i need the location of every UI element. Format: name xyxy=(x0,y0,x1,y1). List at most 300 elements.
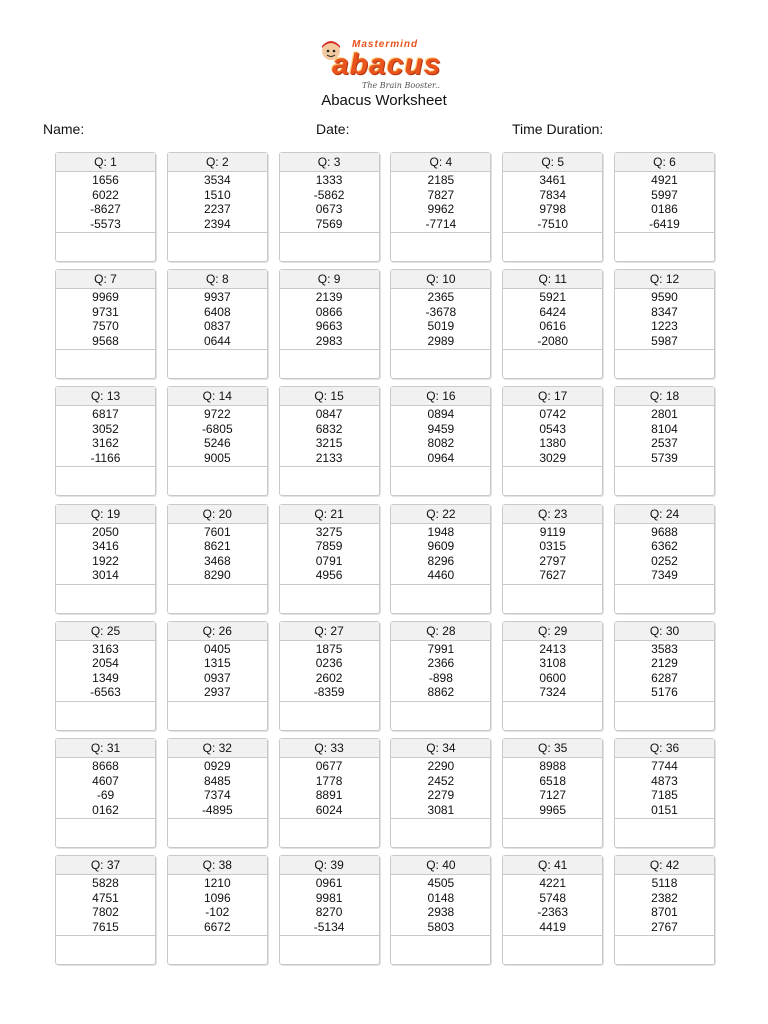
answer-box[interactable] xyxy=(280,936,379,964)
question-card xyxy=(55,504,156,614)
question-card xyxy=(55,855,156,965)
question-label: Q: 6 xyxy=(615,153,714,172)
question-number: 2602 xyxy=(315,670,343,685)
logo-brand-main: abacus xyxy=(332,48,442,81)
question-number: 3162 xyxy=(92,436,119,451)
question-card xyxy=(55,386,156,496)
question-numbers xyxy=(503,641,602,702)
question-number: 0252 xyxy=(651,553,678,568)
question-number: 7349 xyxy=(651,568,678,583)
question-label: Q: 31 xyxy=(56,739,155,758)
question-numbers xyxy=(615,641,714,702)
answer-box[interactable] xyxy=(56,585,155,613)
question-card xyxy=(502,504,603,614)
question-number: -6563 xyxy=(90,685,121,700)
answer-box[interactable] xyxy=(280,233,379,261)
question-number: 7570 xyxy=(92,319,119,334)
question-numbers xyxy=(503,875,602,936)
question-number: 2133 xyxy=(315,450,343,465)
question-number: 8082 xyxy=(427,436,455,451)
answer-box[interactable] xyxy=(168,350,267,378)
question-number: 2413 xyxy=(539,641,567,656)
question-number: 5803 xyxy=(427,919,455,934)
question-label: Q: 39 xyxy=(280,856,379,875)
question-number: 5176 xyxy=(651,685,678,700)
question-number: 4419 xyxy=(539,919,567,934)
question-number: 2050 xyxy=(92,524,119,539)
question-numbers xyxy=(168,172,267,233)
question-number: 7615 xyxy=(92,919,119,934)
question-label: Q: 41 xyxy=(503,856,602,875)
question-label: Q: 33 xyxy=(280,739,379,758)
question-number: 6022 xyxy=(92,187,119,202)
question-number: 1349 xyxy=(92,670,119,685)
question-number: 2382 xyxy=(651,890,678,905)
question-number: 2365 xyxy=(427,290,455,305)
question-label: Q: 32 xyxy=(168,739,267,758)
question-card xyxy=(55,152,156,262)
question-number: 9590 xyxy=(651,290,678,305)
question-numbers xyxy=(168,758,267,819)
question-number: -5862 xyxy=(313,187,345,202)
question-number: 7827 xyxy=(427,187,455,202)
answer-box[interactable] xyxy=(615,585,714,613)
question-number: 1223 xyxy=(651,319,678,334)
brand-logo xyxy=(318,36,450,92)
question-card xyxy=(55,738,156,848)
question-number: 5019 xyxy=(427,319,455,334)
question-number: 9688 xyxy=(651,524,678,539)
question-number: 0616 xyxy=(539,319,567,334)
question-label: Q: 25 xyxy=(56,622,155,641)
question-number: 1315 xyxy=(203,656,231,671)
question-number: 2366 xyxy=(427,656,455,671)
question-number: 4921 xyxy=(651,173,678,187)
question-number: 1778 xyxy=(315,773,343,788)
question-number: 5748 xyxy=(539,890,567,905)
answer-box[interactable] xyxy=(503,936,602,964)
question-number: 2983 xyxy=(315,333,343,348)
question-label: Q: 36 xyxy=(615,739,714,758)
question-number: 2797 xyxy=(539,553,567,568)
question-number: 6408 xyxy=(203,304,231,319)
question-card xyxy=(502,152,603,262)
question-numbers xyxy=(280,289,379,350)
answer-box[interactable] xyxy=(391,702,490,730)
answer-box[interactable] xyxy=(56,819,155,847)
answer-box[interactable] xyxy=(168,233,267,261)
question-number: 3583 xyxy=(651,641,678,656)
question-card xyxy=(279,504,380,614)
question-card xyxy=(614,621,715,731)
question-number: 0791 xyxy=(315,553,343,568)
question-card xyxy=(55,621,156,731)
question-label: Q: 1 xyxy=(56,153,155,172)
question-number: 9609 xyxy=(427,539,455,554)
question-card xyxy=(55,269,156,379)
question-number: 8290 xyxy=(203,568,231,583)
question-number: 4460 xyxy=(427,568,455,583)
question-number: -3678 xyxy=(425,304,457,319)
question-card xyxy=(167,855,268,965)
question-number: 8988 xyxy=(539,759,567,773)
question-numbers xyxy=(391,289,490,350)
question-number: 7185 xyxy=(651,788,678,802)
question-number: -7510 xyxy=(537,216,569,231)
question-number: 8701 xyxy=(651,905,678,920)
answer-box[interactable] xyxy=(56,233,155,261)
question-numbers xyxy=(56,641,155,702)
answer-box[interactable] xyxy=(56,467,155,495)
question-number: 4505 xyxy=(427,876,455,891)
answer-box[interactable] xyxy=(280,702,379,730)
question-numbers xyxy=(503,406,602,467)
question-number: 2279 xyxy=(427,788,455,802)
question-number: 3014 xyxy=(92,568,119,583)
question-label: Q: 22 xyxy=(391,505,490,524)
question-number: 2937 xyxy=(203,685,231,700)
question-number: 7324 xyxy=(539,685,567,700)
question-number: 3534 xyxy=(203,173,231,187)
question-number: 9663 xyxy=(315,319,343,334)
question-card xyxy=(390,386,491,496)
question-card xyxy=(390,504,491,614)
question-numbers xyxy=(56,289,155,350)
question-number: 2290 xyxy=(427,759,455,773)
question-label: Q: 11 xyxy=(503,270,602,289)
question-number: 5828 xyxy=(92,876,119,891)
question-card xyxy=(279,855,380,965)
answer-box[interactable] xyxy=(391,233,490,261)
answer-box[interactable] xyxy=(615,819,714,847)
question-number: 7374 xyxy=(203,788,231,802)
question-number: -8627 xyxy=(90,202,121,216)
question-number: 9965 xyxy=(539,802,567,817)
question-number: 9005 xyxy=(203,450,231,465)
question-number: 0315 xyxy=(539,539,567,554)
question-number: 2394 xyxy=(203,216,231,231)
answer-box[interactable] xyxy=(615,467,714,495)
question-number: 0837 xyxy=(203,319,231,334)
question-number: 2767 xyxy=(651,919,678,934)
answer-box[interactable] xyxy=(503,350,602,378)
question-number: 0186 xyxy=(651,202,678,216)
question-label: Q: 3 xyxy=(280,153,379,172)
question-numbers xyxy=(503,524,602,585)
question-number: 1875 xyxy=(315,641,343,656)
question-number: 7744 xyxy=(651,759,678,773)
answer-box[interactable] xyxy=(391,819,490,847)
question-card xyxy=(502,738,603,848)
question-numbers xyxy=(56,172,155,233)
question-card xyxy=(167,386,268,496)
question-number: 1333 xyxy=(315,173,343,187)
question-number: 6817 xyxy=(92,407,119,422)
question-numbers xyxy=(503,758,602,819)
question-numbers xyxy=(391,641,490,702)
question-number: 2054 xyxy=(92,656,119,671)
question-card xyxy=(614,386,715,496)
question-number: 3275 xyxy=(315,524,343,539)
question-label: Q: 5 xyxy=(503,153,602,172)
question-card xyxy=(614,504,715,614)
answer-box[interactable] xyxy=(280,350,379,378)
question-number: 0673 xyxy=(315,202,343,216)
question-number: 6424 xyxy=(539,304,567,319)
question-number: 0162 xyxy=(92,802,119,817)
question-number: 2537 xyxy=(651,436,678,451)
question-card xyxy=(390,738,491,848)
question-label: Q: 26 xyxy=(168,622,267,641)
question-card xyxy=(502,269,603,379)
question-number: 9937 xyxy=(203,290,231,305)
question-number: -6419 xyxy=(649,216,680,231)
question-card xyxy=(167,269,268,379)
question-number: 0742 xyxy=(539,407,567,422)
answer-box[interactable] xyxy=(503,233,602,261)
question-number: 4873 xyxy=(651,773,678,788)
question-number: 2938 xyxy=(427,905,455,920)
date-label: Date: xyxy=(316,121,350,137)
answer-box[interactable] xyxy=(391,585,490,613)
question-numbers xyxy=(56,758,155,819)
question-number: 0937 xyxy=(203,670,231,685)
answer-box[interactable] xyxy=(280,585,379,613)
question-number: 8621 xyxy=(203,539,231,554)
question-number: 3468 xyxy=(203,553,231,568)
answer-box[interactable] xyxy=(56,936,155,964)
question-label: Q: 40 xyxy=(391,856,490,875)
question-label: Q: 7 xyxy=(56,270,155,289)
question-number: -4895 xyxy=(201,802,233,817)
answer-box[interactable] xyxy=(615,936,714,964)
question-number: 9722 xyxy=(203,407,231,422)
question-number: 9981 xyxy=(315,890,343,905)
question-label: Q: 37 xyxy=(56,856,155,875)
question-numbers xyxy=(56,524,155,585)
question-number: 9969 xyxy=(92,290,119,305)
question-numbers xyxy=(280,406,379,467)
question-number: 8485 xyxy=(203,773,231,788)
name-label: Name: xyxy=(43,121,85,137)
question-label: Q: 38 xyxy=(168,856,267,875)
question-card xyxy=(390,621,491,731)
question-numbers xyxy=(391,875,490,936)
question-number: 7834 xyxy=(539,187,567,202)
question-number: 5739 xyxy=(651,450,678,465)
question-label: Q: 35 xyxy=(503,739,602,758)
question-card xyxy=(279,621,380,731)
question-number: 7627 xyxy=(539,568,567,583)
question-number: 5997 xyxy=(651,187,678,202)
answer-box[interactable] xyxy=(168,702,267,730)
question-number: 5987 xyxy=(651,333,678,348)
question-number: 2185 xyxy=(427,173,455,187)
answer-box[interactable] xyxy=(168,467,267,495)
question-label: Q: 24 xyxy=(615,505,714,524)
question-number: 4607 xyxy=(92,773,119,788)
question-label: Q: 34 xyxy=(391,739,490,758)
answer-box[interactable] xyxy=(56,350,155,378)
question-card xyxy=(390,269,491,379)
question-number: 0847 xyxy=(315,407,343,422)
answer-box[interactable] xyxy=(615,350,714,378)
question-card xyxy=(614,269,715,379)
question-number: 9962 xyxy=(427,202,455,216)
question-card xyxy=(167,504,268,614)
answer-box[interactable] xyxy=(168,819,267,847)
question-numbers xyxy=(168,289,267,350)
question-label: Q: 18 xyxy=(615,387,714,406)
question-number: 1380 xyxy=(539,436,567,451)
question-number: 1510 xyxy=(203,187,231,202)
question-numbers xyxy=(168,641,267,702)
question-label: Q: 42 xyxy=(615,856,714,875)
question-number: 0600 xyxy=(539,670,567,685)
question-numbers xyxy=(56,406,155,467)
question-number: 0405 xyxy=(203,641,231,656)
question-number: 9119 xyxy=(539,524,566,539)
question-number: 9459 xyxy=(427,421,455,436)
question-numbers xyxy=(391,758,490,819)
question-label: Q: 16 xyxy=(391,387,490,406)
question-number: 3461 xyxy=(539,173,567,187)
question-numbers xyxy=(280,641,379,702)
question-number: 0148 xyxy=(427,890,455,905)
question-number: 9568 xyxy=(92,333,119,348)
question-numbers xyxy=(56,875,155,936)
question-number: 1922 xyxy=(92,553,119,568)
question-number: 2139 xyxy=(315,290,343,305)
question-number: 7569 xyxy=(315,216,343,231)
question-number: 7859 xyxy=(315,539,343,554)
question-number: 5921 xyxy=(539,290,567,305)
question-numbers xyxy=(280,875,379,936)
question-number: 6362 xyxy=(651,539,678,554)
question-numbers xyxy=(615,406,714,467)
question-card xyxy=(167,621,268,731)
question-number: 2801 xyxy=(651,407,678,422)
question-label: Q: 10 xyxy=(391,270,490,289)
question-number: 6518 xyxy=(539,773,567,788)
question-number: 2129 xyxy=(651,656,678,671)
question-number: 3029 xyxy=(539,450,567,465)
question-numbers xyxy=(615,875,714,936)
question-number: 2452 xyxy=(427,773,455,788)
answer-box[interactable] xyxy=(56,702,155,730)
question-numbers xyxy=(503,172,602,233)
question-number: 0964 xyxy=(427,450,455,465)
question-number: 8891 xyxy=(315,788,343,802)
question-number: 0543 xyxy=(539,421,567,436)
question-card xyxy=(614,738,715,848)
question-label: Q: 13 xyxy=(56,387,155,406)
question-numbers xyxy=(168,875,267,936)
answer-box[interactable] xyxy=(615,702,714,730)
question-number: 9731 xyxy=(92,304,119,319)
answer-box[interactable] xyxy=(168,585,267,613)
question-number: -1166 xyxy=(90,450,121,465)
question-label: Q: 23 xyxy=(503,505,602,524)
question-number: 3416 xyxy=(92,539,119,554)
question-number: 0677 xyxy=(315,759,343,773)
question-label: Q: 27 xyxy=(280,622,379,641)
question-label: Q: 30 xyxy=(615,622,714,641)
question-number: 8104 xyxy=(651,421,678,436)
answer-box[interactable] xyxy=(280,819,379,847)
question-number: 3215 xyxy=(315,436,343,451)
question-number: 0866 xyxy=(315,304,343,319)
question-numbers xyxy=(615,758,714,819)
question-number: 4751 xyxy=(92,890,119,905)
question-number: 8296 xyxy=(427,553,455,568)
question-label: Q: 9 xyxy=(280,270,379,289)
question-number: -7714 xyxy=(425,216,457,231)
question-number: 6024 xyxy=(315,802,343,817)
question-number: 3081 xyxy=(427,802,455,817)
answer-box[interactable] xyxy=(391,467,490,495)
question-number: 1948 xyxy=(427,524,455,539)
question-card xyxy=(502,855,603,965)
answer-box[interactable] xyxy=(391,936,490,964)
answer-box[interactable] xyxy=(503,819,602,847)
question-label: Q: 29 xyxy=(503,622,602,641)
question-number: -2080 xyxy=(537,333,569,348)
time-duration-label: Time Duration: xyxy=(512,121,604,137)
answer-box[interactable] xyxy=(168,936,267,964)
question-label: Q: 12 xyxy=(615,270,714,289)
question-number: 6287 xyxy=(651,670,678,685)
question-number: -102 xyxy=(205,905,230,920)
question-card xyxy=(390,855,491,965)
question-numbers xyxy=(280,172,379,233)
question-label: Q: 17 xyxy=(503,387,602,406)
question-number: -5573 xyxy=(90,216,121,231)
question-label: Q: 19 xyxy=(56,505,155,524)
question-number: 3108 xyxy=(539,656,567,671)
question-number: 4221 xyxy=(539,876,567,891)
question-card xyxy=(614,855,715,965)
answer-box[interactable] xyxy=(391,350,490,378)
logo-tagline: The Brain Booster.. xyxy=(362,81,441,90)
question-numbers xyxy=(615,172,714,233)
question-number: 5118 xyxy=(651,876,678,891)
question-number: 0961 xyxy=(315,876,343,891)
answer-box[interactable] xyxy=(280,467,379,495)
question-label: Q: 4 xyxy=(391,153,490,172)
question-number: 3163 xyxy=(92,641,119,656)
answer-box[interactable] xyxy=(503,585,602,613)
page-title: Abacus Worksheet xyxy=(321,92,447,109)
question-card xyxy=(502,386,603,496)
question-label: Q: 15 xyxy=(280,387,379,406)
answer-box[interactable] xyxy=(503,702,602,730)
question-card xyxy=(279,269,380,379)
question-label: Q: 21 xyxy=(280,505,379,524)
question-numbers xyxy=(615,524,714,585)
question-numbers xyxy=(391,406,490,467)
question-label: Q: 28 xyxy=(391,622,490,641)
question-number: 8862 xyxy=(427,685,455,700)
question-number: -69 xyxy=(96,788,115,802)
question-numbers xyxy=(391,524,490,585)
question-card xyxy=(167,738,268,848)
question-number: -898 xyxy=(428,670,453,685)
question-number: 1096 xyxy=(203,890,231,905)
question-numbers xyxy=(503,289,602,350)
answer-box[interactable] xyxy=(503,467,602,495)
answer-box[interactable] xyxy=(615,233,714,261)
